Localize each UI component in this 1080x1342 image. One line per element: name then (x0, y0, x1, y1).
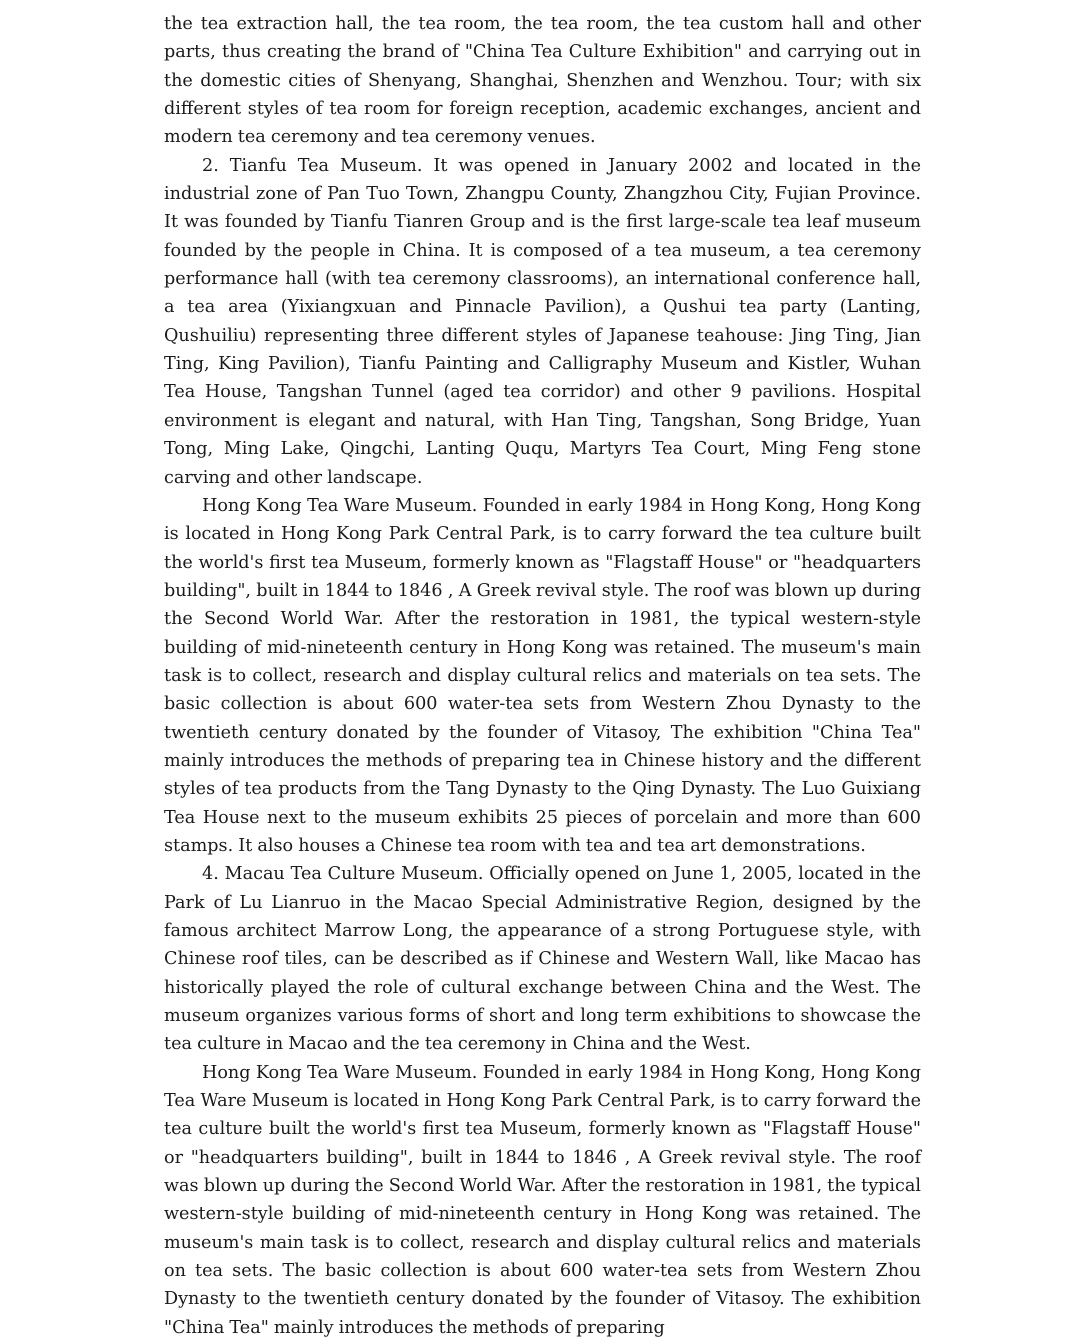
paragraph-hong-kong-tea-ware-museum-repeat: Hong Kong Tea Ware Museum. Founded in early 1984 in Hong Kong, Hong Kong Tea Ware Museum is located in Hong Kong Park Central Park, is to carry forward the tea culture built the world's first tea Museum, formerly known as "Flagstaff House" or "headquarters building", built in 1844 to 1846 , A Greek revival style. The roof was blown up during the Second World War. After the restoration in 1981, the typical western-style building of mid-nineteenth century in Hong Kong was retained. The museum's main task is to collect, research and display cultural relics and materials on tea sets. The basic collection is about 600 water-tea sets from Western Zhou Dynasty to the twentieth century donated by the founder of Vitasoy. The exhibition "China Tea" mainly introduces the methods of preparing (164, 1062, 921, 1338)
paragraph-tianfu-tea-museum: 2. Tianfu Tea Museum. It was opened in January 2002 and located in the industrial zone of Pan Tuo Town, Zhangpu County, Zhangzhou City, Fujian Province. It was founded by Tianfu Tianren Group and is the first large-scale tea leaf museum founded by the people in China. It is composed of a tea museum, a tea ceremony performance hall (with tea ceremony classrooms), an international conference hall, a tea area (Yixiangxuan and Pinnacle Pavilion), a Qushui tea party (Lanting, Qushuiliu) representing three different styles of Japanese teahouse: Jing Ting, Jian Ting, King Pavilion), Tianfu Painting and Calligraphy Museum and Kistler, Wuhan Tea House, Tangshan Tunnel (aged tea corridor) and other 9 pavilions. Hospital environment is elegant and natural, with Han Ting, Tangshan, Song Bridge, Yuan Tong, Ming Lake, Qingchi, Lanting Ququ, Martyrs Tea Court, Ming Feng stone carving and other landscape. (164, 155, 921, 488)
paragraph-exhibition-tour: the tea extraction hall, the tea room, the tea room, the tea custom hall and other parts, thus creating the brand of "China Tea Culture Exhibition" and carrying out in the domestic cities of Shenyang, Shanghai, Shenzhen and Wenzhou. Tour; with six different styles of tea room for foreign reception, academic exchanges, ancient and modern tea ceremony and tea ceremony venues. (164, 14, 921, 148)
paragraph-hong-kong-tea-ware-museum: Hong Kong Tea Ware Museum. Founded in early 1984 in Hong Kong, Hong Kong is located in Hong Kong Park Central Park, is to carry forward the tea culture built the world's first tea Museum, formerly known as "Flagstaff House" or "headquarters building", built in 1844 to 1846 , A Greek revival style. The roof was blown up during the Second World War. After the restoration in 1981, the typical western-style building of mid-nineteenth century in Hong Kong was retained. The museum's main task is to collect, research and display cultural relics and materials on tea sets. The basic collection is about 600 water-tea sets from Western Zhou Dynasty to the twentieth century donated by the founder of Vitasoy, The exhibition "China Tea" mainly introduces the methods of preparing tea in Chinese history and the different styles of tea products from the Tang Dynasty to the Qing Dynasty. The Luo Guixiang Tea House next to the museum exhibits 25 pieces of porcelain and more than 600 stamps. It also houses a Chinese tea room with tea and tea art demonstrations. (164, 495, 921, 856)
document-page (164, 10, 921, 1338)
paragraph-macau-tea-culture-museum: 4. Macau Tea Culture Museum. Officially opened on June 1, 2005, located in the Park of Lu Lianruo in the Macao Special Administrative Region, designed by the famous architect Marrow Long, the appearance of a strong Portuguese style, with Chinese roof tiles, can be described as if Chinese and Western Wall, like Macao has historically played the role of cultural exchange between China and the West. The museum organizes various forms of short and long term exhibitions to showcase the tea culture in Macao and the tea ceremony in China and the West. (164, 864, 921, 1055)
